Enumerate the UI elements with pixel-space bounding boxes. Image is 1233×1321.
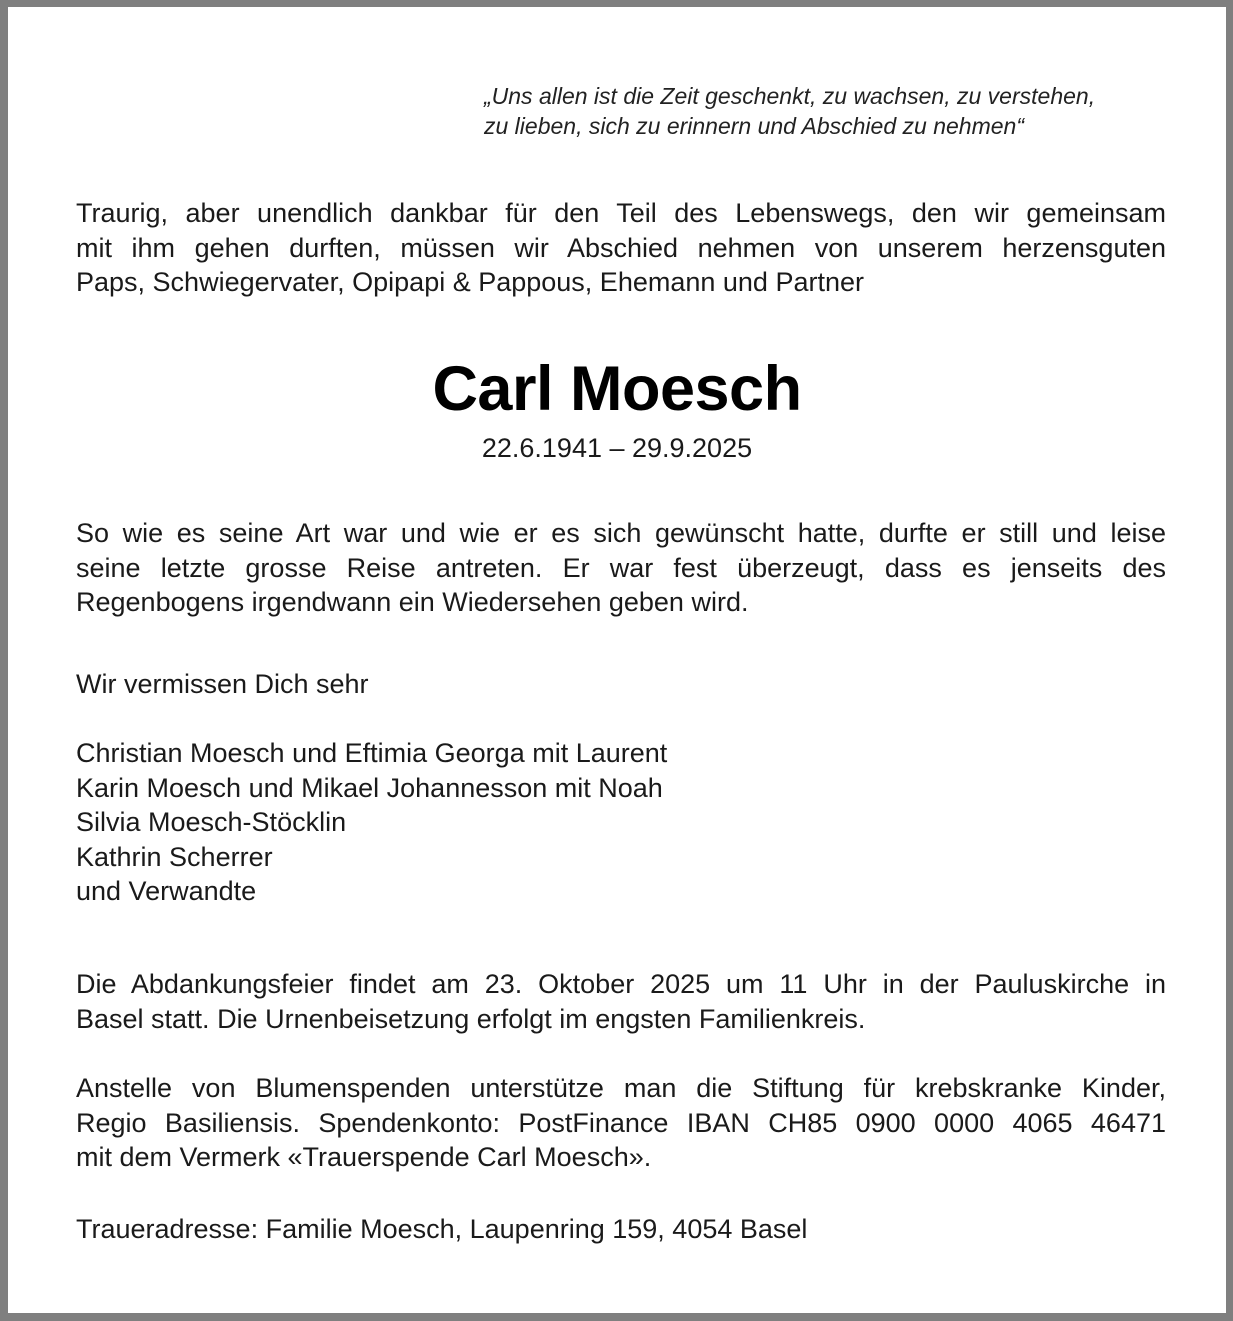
intro-paragraph: [76, 196, 1166, 300]
intro-line: Paps, Schwiegervater, Opipapi & Pappous, Ehemann und Partner: [76, 267, 864, 297]
farewell-paragraph: [76, 516, 1166, 620]
donation-line: Anstelle von Blumenspenden unterstütze man die Stiftung für krebskranke Kinder,: [76, 1073, 1166, 1103]
quote-line: „Uns allen ist die Zeit geschenkt, zu wachsen, zu verstehen,: [484, 83, 1096, 109]
miss-line: [76, 667, 1166, 702]
quote-line: zu lieben, sich zu erinnern und Abschied zu nehmen“: [484, 112, 1024, 139]
address-text: Traueradresse: Familie Moesch, Laupenring 159, 4054 Basel: [76, 1214, 808, 1244]
ceremony-paragraph: [76, 967, 1166, 1036]
mourner: Karin Moesch und Mikael Johannesson mit Noah: [76, 772, 663, 803]
obituary-page: [8, 7, 1226, 1313]
mourner: Silvia Moesch-Stöcklin: [76, 807, 347, 837]
farewell-line: So wie es seine Art war und wie er es sich gewünscht hatte, durfte er still und leise: [76, 518, 1166, 548]
address-line: [76, 1212, 1166, 1247]
mourners-list: [76, 736, 1166, 909]
donation-line: Regio Basiliensis. Spendenkonto: PostFinance IBAN CH85 0900 0000 4065 46471: [76, 1107, 1166, 1138]
deceased-name: Carl Moesch: [432, 354, 802, 424]
mourner: Kathrin Scherrer: [76, 841, 273, 872]
farewell-line: seine letzte grosse Reise antreten. Er war fest überzeugt, dass es jenseits des: [76, 552, 1166, 583]
donation-paragraph: [76, 1071, 1166, 1175]
quote: [484, 82, 1095, 141]
mourner: und Verwandte: [76, 876, 257, 906]
mourner: Christian Moesch und Eftimia Georga mit Laurent: [76, 738, 668, 768]
life-dates: 22.6.1941 – 29.9.2025: [481, 433, 753, 463]
ceremony-line: Die Abdankungsfeier findet am 23. Oktober 2025 um 11 Uhr in der Pauluskirche in: [76, 969, 1166, 999]
farewell-line: Regenbogens irgendwann ein Wiedersehen geben wird.: [76, 587, 749, 617]
donation-line: mit dem Vermerk «Trauerspende Carl Moesch».: [76, 1142, 652, 1172]
intro-line: Traurig, aber unendlich dankbar für den Teil des Lebenswegs, den wir gemeinsam: [76, 198, 1166, 228]
intro-line: mit ihm gehen durften, müssen wir Abschied nehmen von unserem herzensguten: [76, 232, 1166, 263]
ceremony-line: Basel statt. Die Urnenbeisetzung erfolgt im engsten Familienkreis.: [76, 1003, 866, 1034]
miss-text: Wir vermissen Dich sehr: [76, 669, 369, 699]
